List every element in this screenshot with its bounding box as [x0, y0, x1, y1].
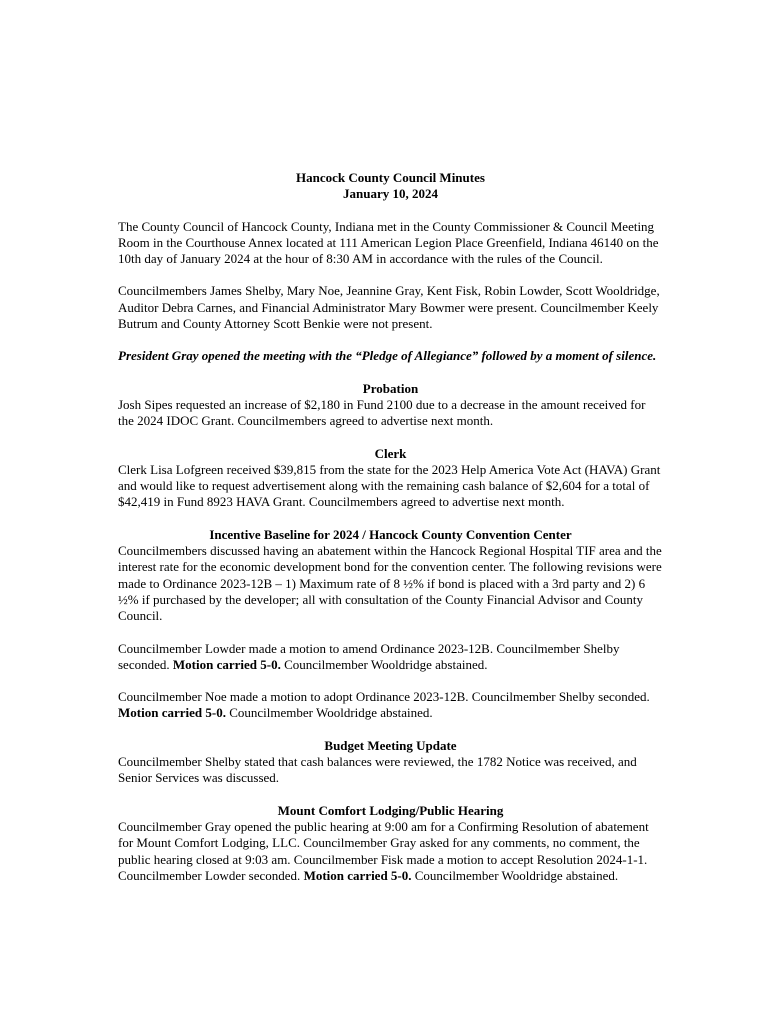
budget-heading: Budget Meeting Update — [324, 737, 457, 753]
motion-amend-text: Councilmember Lowder made a motion to amend Ordinance 2023-12B. Councilmember Shelby seconded. — [118, 640, 620, 672]
motion-amend-carried: Motion carried 5-0. — [172, 656, 281, 672]
clerk-text: Clerk Lisa Lofgreen received $39,815 from the state for the 2023 Help America Vote Act (HAVA) Grant and would like to request advertisement along with the remaining cash balance of $2,604 for a total of $42,419 in Fund 8923 HAVA Grant. Councilmembers agreed to advertise next month. — [118, 461, 661, 510]
budget-section — [118, 738, 663, 787]
motion-adopt-paragraph — [118, 689, 663, 722]
document-date: January 10, 2024 — [343, 186, 438, 202]
document-body — [118, 170, 663, 900]
mount-comfort-text-main: Councilmember Gray opened the public hearing at 9:00 am for a Confirming Resolution of abatement for Mount Comfort Lodging, LLC. Councilmember Gray asked for any comments, no comment, the public hearing closed at 9:03 am. Councilmember Fisk made a motion to accept Resolution 2024-1-1. Councilmember Lowder seconded. — [118, 818, 649, 883]
mount-comfort-abstain: Councilmember Wooldridge abstained. — [411, 867, 619, 883]
mount-comfort-heading: Mount Comfort Lodging/Public Hearing — [277, 802, 504, 818]
attendance-paragraph: Councilmembers James Shelby, Mary Noe, Jeannine Gray, Kent Fisk, Robin Lowder, Scott Wooldridge, Auditor Debra Carnes, and Financial Administrator Mary Bowmer were present. Councilmember Keely Butrum and County Attorney Scott Benkie were not present. — [118, 283, 660, 332]
probation-section — [118, 381, 663, 430]
incentive-heading: Incentive Baseline for 2024 / Hancock County Convention Center — [209, 526, 572, 542]
motion-amend-abstain: Councilmember Wooldridge abstained. — [280, 656, 488, 672]
probation-heading: Probation — [362, 380, 419, 396]
incentive-text: Councilmembers discussed having an abatement within the Hancock Regional Hospital TIF area and the interest rate for the economic development bond for the convention center. The following revisions were made to Ordinance 2023-12B – 1) Maximum rate of 8 ½% if bond is placed with a 3rd party and 2) 6 ½% if purchased by the developer; all with consultation of the County Financial Advisor and County Council. — [118, 543, 662, 624]
document-title: Hancock County Council Minutes — [296, 170, 485, 185]
intro-paragraph: The County Council of Hancock County, Indiana met in the County Commissioner & Council Meeting Room in the Courthouse Annex located at 111 American Legion Place Greenfield, Indiana 46140 on the 10th day of January 2024 at the hour of 8:30 AM in accordance with the rules of the Council. — [118, 218, 659, 267]
mount-comfort-text — [118, 819, 663, 884]
motion-adopt-abstain: Councilmember Wooldridge abstained. — [225, 705, 433, 721]
motion-adopt-text: Councilmember Noe made a motion to adopt Ordinance 2023-12B. Councilmember Shelby seconded. — [118, 689, 650, 705]
budget-text: Councilmember Shelby stated that cash balances were reviewed, the 1782 Notice was received, and Senior Services was discussed. — [118, 754, 637, 786]
mount-comfort-section — [118, 803, 663, 884]
motion-amend-paragraph — [118, 641, 663, 674]
opening-paragraph: President Gray opened the meeting with the “Pledge of Allegiance” followed by a moment of silence. — [118, 348, 657, 364]
mount-comfort-carried: Motion carried 5-0. — [303, 867, 412, 883]
probation-text: Josh Sipes requested an increase of $2,180 in Fund 2100 due to a decrease in the amount received for the 2024 IDOC Grant. Councilmembers agreed to advertise next month. — [118, 396, 646, 429]
incentive-section — [118, 527, 663, 625]
clerk-section — [118, 446, 663, 511]
motion-adopt-carried: Motion carried 5-0. — [118, 705, 226, 721]
clerk-heading: Clerk — [374, 445, 407, 461]
